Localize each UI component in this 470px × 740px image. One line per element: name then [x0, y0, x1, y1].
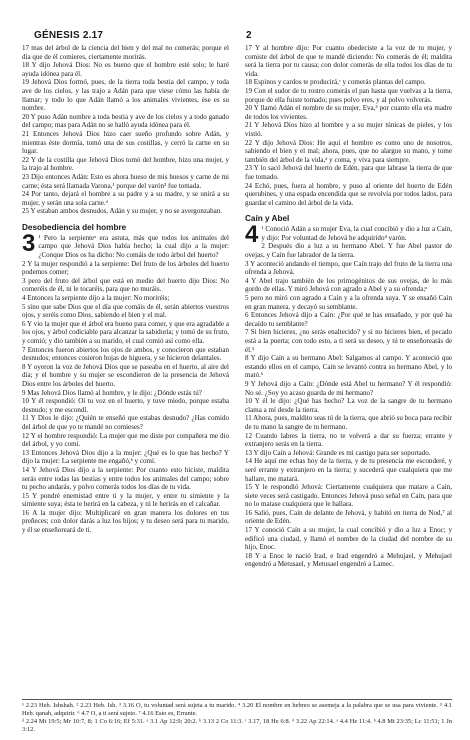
- verse-paragraph: 4 Y Abel trajo también de los primogénitos de sus ovejas, de lo más gordo de ellas. Y miró Jehová con agrado a Abel y a su ofrenda;ᵃ: [245, 276, 452, 294]
- verse-paragraph: 19 Jehová Dios formó, pues, de la tierra toda bestia del campo, y toda ave de los cielos, y las trajo a Adán para que viese cómo las había de llamar; y todo lo que Adán llamó a los animales vivientes, ése es su nombre.: [22, 78, 229, 113]
- verse-paragraph: ¹ Pero la serpienteᵃ era astuta, más que todos los animales del campo que Jehová Dios había hecho; la cual dijo a la mujer: ¿Conque Dios os ha dicho: No comáis de todo árbol del huerto?: [38, 233, 229, 260]
- chapter-4-block: [245, 225, 452, 569]
- verse-paragraph: 9 Y Jehová dijo a Caín: ¿Dónde está Abel tu hermano? Y él respondió: No sé. ¿Soy yo acaso guarda de mi hermano?: [245, 379, 452, 397]
- footnote-text-notes: ¹ 2.23 Heb. Ishshah. ² 2.23 Heb. Ish. ³ 3.16 O, tu voluntad será sujeta a tu marido. ⁴ 3.20 El nombre en hebreo se asemeja a la palabra que se usa para viviente. ⁵ 4.1 Heb. qanah, adquirir. ⁶ 4.7 O, a ti será sujeto. ⁷ 4.16 Esto es, Errante.: [22, 702, 452, 718]
- verse-paragraph: 13 Entonces Jehová Dios dijo a la mujer: ¿Qué es lo que has hecho? Y dijo la mujer: La serpiente me engañó,ᵇ y comí.: [22, 448, 229, 466]
- verse-paragraph: 24 Echó, pues, fuera al hombre, y puso al oriente del huerto de Edén querubines, y una espada encendida que se revolvía por todos lados, para guardar el camino del árbol de la vida.: [245, 181, 452, 207]
- chapter-3-verses: [22, 234, 229, 535]
- verse-paragraph: 6 Entonces Jehová dijo a Caín: ¿Por qué te has ensañado, y por qué ha decaído tu semblante?: [245, 311, 452, 328]
- verse-paragraph: 10 Y él le dijo: ¿Qué has hecho? La voz de la sangre de tu hermano clama a mí desde la tierra.: [245, 397, 452, 414]
- verse-paragraph: 12 Y el hombre respondió: La mujer que me diste por compañera me dio del árbol, y yo comí.: [22, 431, 229, 449]
- verse-paragraph: 22 Y de la costilla que Jehová Dios tomó del hombre, hizo una mujer, y la trajo al hombre.: [22, 155, 229, 173]
- verse-paragraph: 14 Y Jehová Dios dijo a la serpiente: Por cuanto esto hiciste, maldita serás entre todas las bestias y entre todos los animales del campo; sobre tu pecho andarás, y polvo comerás todos los días de tu vida.: [22, 465, 229, 492]
- verse-paragraph: 21 Y Jehová Dios hizo al hombre y a su mujer túnicas de pieles, y los vistió.: [245, 121, 452, 138]
- verse-paragraph: 8 Y oyeron la voz de Jehová Dios que se paseaba en el huerto, al aire del día; y el hombre y su mujer se escondieron de la presencia de Jehová Dios entre los árboles del huerto.: [22, 362, 229, 388]
- verse-paragraph: 17 Y al hombre dijo: Por cuanto obedeciste a la voz de tu mujer, y comiste del árbol de que te mandé diciendo: No comerás de él; maldita será la tierra por tu causa; con dolor comerás de ella todos los días de tu vida.: [245, 44, 452, 78]
- verse-paragraph: 15 Y le respondió Jehová: Ciertamente cualquiera que matare a Caín, siete veces será castigado. Entonces Jehová puso señal en Caín, para que no lo matase cualquiera que le hallara.: [245, 483, 452, 509]
- right-top-verses: [245, 44, 452, 207]
- verse-paragraph: 18 Espinos y cardos te producirá,ᶜ y comerás plantas del campo.: [245, 78, 426, 87]
- verse-paragraph: 10 Y él respondió: Oí tu voz en el huerto, y tuve miedo, porque estaba desnudo; y me escondí.: [22, 397, 229, 414]
- verse-paragraph: 9 Mas Jehová Dios llamó al hombre, y le dijo: ¿Dónde estás tú?: [22, 388, 202, 397]
- page-header: [12, 0, 458, 40]
- verse-paragraph: 5 sino que sabe Dios que el día que comáis de él, serán abiertos vuestros ojos, y seréis como Dios, sabiendo el bien y el mal.: [22, 302, 229, 320]
- running-head: GÉNESIS 2.17: [34, 30, 104, 41]
- verse-paragraph: 5 pero no miró con agrado a Caín y a la ofrenda suya. Y se ensañó Caín en gran manera, y decayó su semblante.: [245, 294, 452, 311]
- chapter-3-block: [22, 234, 229, 535]
- footnote-cross-references: ᵈ 2.24 Mt 19:5; Mr 10:7, 8; 1 Co 6:16; Ef 5:31. ᵃ 3.1 Ap 12:9; 20:2. ᵇ 3.13 2 Co 11:3. ᶜ 3.17, 18 He 6:8. ᵈ 3.22 Ap 22:14. ᵃ 4.4 He 11:4. ᵇ 4.8 Mt 23:35; Lc 11:51; 1 Jn 3:12.: [22, 718, 452, 734]
- verse-paragraph: 22 Y dijo Jehová Dios: He aquí el hombre es como uno de nosotros, sabiendo el bien y el mal; ahora, pues, que no alargue su mano, y tome también del árbol de la vida,ᵈ y coma, y viva para siempre.: [245, 138, 452, 164]
- chapter-4-verses: [245, 225, 452, 569]
- verse-paragraph: 16 Salió, pues, Caín de delante de Jehová, y habitó en tierra de Nod,⁷ al oriente de Edén.: [245, 508, 452, 526]
- verse-paragraph: 3 Y aconteció andando el tiempo, que Caín trajo del fruto de la tierra una ofrenda a Jehová.: [245, 259, 452, 277]
- verse-paragraph: 18 Y a Enoc le nació Irad, e Irad engendró a Mehujael, y Mehujael engendró a Metusael, y Metusael engendró a Lamec.: [245, 551, 452, 569]
- verse-paragraph: 16 A la mujer dijo: Multiplicaré en gran manera los dolores en tus preñeces; con dolor darás a luz los hijos; y tu deseo será para tu marido, y él se enseñoreará de ti.: [22, 508, 229, 535]
- verse-paragraph: ¹ Conoció Adán a su mujer Eva, la cual concibió y dio a luz a Caín, y dijo: Por voluntad de Jehová he adquirido⁴ varón.: [261, 225, 452, 242]
- verse-paragraph: 20 Y llamó Adán el nombre de su mujer, Eva,³ por cuanto ella era madre de todos los vivientes.: [245, 104, 452, 121]
- verse-paragraph: 11 Y Dios le dijo: ¿Quién te enseñó que estabas desnudo? ¿Has comido del árbol de que yo te mandé no comieses?: [22, 414, 229, 431]
- left-column: [22, 44, 229, 694]
- verse-paragraph: 11 Ahora, pues, maldito seas tú de la tierra, que abrió su boca para recibir de tu mano la sangre de tu hermano.: [245, 414, 452, 431]
- verse-paragraph: 14 He aquí me echas hoy de la tierra, y de tu presencia me esconderé, y seré errante y extranjero en la tierra; y sucederá que cualquiera que me hallare, me matará.: [245, 457, 452, 483]
- verse-paragraph: 24 Por tanto, dejará el hombre a su padre y a su madre, y se unirá a su mujer, y serán una sola carne.ᵈ: [22, 190, 229, 207]
- verse-paragraph: 2 Y la mujer respondió a la serpiente: Del fruto de los árboles del huerto podemos comer;: [22, 259, 229, 277]
- text-columns: [22, 44, 452, 694]
- right-column: [245, 44, 452, 694]
- verse-paragraph: 15 Y pondré enemistad entre ti y la mujer, y entre tu simiente y la simiente suya; ésta te herirá en la cabeza, y tú le herirás en el calcañar.: [22, 491, 229, 509]
- chapter-number-3: 3: [22, 233, 36, 257]
- section-heading-desobediencia: Desobediencia del hombre: [22, 222, 127, 232]
- page-number: 2: [246, 30, 252, 41]
- verse-paragraph: 25 Y estaban ambos desnudos, Adán y su mujer, y no se avergonzaban.: [22, 207, 223, 216]
- verse-paragraph: 2 Después dio a luz a su hermano Abel. Y fue Abel pastor de ovejas, y Caín fue labrador de la tierra.: [245, 242, 452, 260]
- verse-paragraph: 4 Entonces la serpiente dijo a la mujer: No moriréis;: [22, 294, 170, 303]
- chapter-number-4: 4: [245, 225, 259, 249]
- footnotes: [22, 699, 452, 734]
- verse-paragraph: 20 Y puso Adán nombre a toda bestia y ave de los cielos y a todo ganado del campo; mas para Adán no se halló ayuda idónea para él.: [22, 112, 229, 130]
- verse-paragraph: 23 Y lo sacó Jehová del huerto de Edén, para que labrase la tierra de que fue tomado.: [245, 164, 452, 181]
- verse-paragraph: 23 Dijo entonces Adán: Esto es ahora hueso de mis huesos y carne de mi carne; ésta será llamada Varona,¹ porque del varón² fue tomada.: [22, 172, 229, 190]
- left-top-verses: [22, 44, 229, 216]
- verse-paragraph: 7 Si bien hicieres, ¿no serás enaltecido? y si no hicieres bien, el pecado está a la puerta; con todo esto, a ti será su deseo, y tú te enseñorearás de él.⁵: [245, 328, 452, 354]
- verse-paragraph: 7 Entonces fueron abiertos los ojos de ambos, y conocieron que estaban desnudos; entonces cosieron hojas de higuera, y se hicieron delantales.: [22, 345, 229, 363]
- verse-paragraph: 19 Con el sudor de tu rostro comerás el pan hasta que vuelvas a la tierra, porque de ella fuiste tomado; pues polvo eres, y al polvo volverás.: [245, 86, 452, 104]
- verse-paragraph: 21 Entonces Jehová Dios hizo caer sueño profundo sobre Adán, y mientras éste dormía, tomó una de sus costillas, y cerró la carne en su lugar.: [22, 129, 229, 156]
- section-heading-cain-abel: Caín y Abel: [245, 214, 290, 224]
- verse-paragraph: 3 pero del fruto del árbol que está en medio del huerto dijo Dios: No comeréis de él, ni le tocaréis, para que no muráis.: [22, 276, 229, 294]
- verse-paragraph: 6 Y vio la mujer que el árbol era bueno para comer, y que era agradable a los ojos, y árbol codiciable para alcanzar la sabiduría; y tomó de su fruto, y comió; y dio también a su marido, el cual comió así como ella.: [22, 319, 229, 345]
- verse-paragraph: 12 Cuando labres la tierra, no te volverá a dar su fuerza; errante y extranjero serás en la tierra.: [245, 431, 452, 449]
- verse-paragraph: 13 Y dijo Caín a Jehová: Grande es mi castigo para ser soportado.: [245, 448, 431, 457]
- verse-paragraph: 8 Y dijo Caín a su hermano Abel: Salgamos al campo. Y aconteció que estando ellos en el campo, Caín se levantó contra su hermano Abel, y lo mató.ᵇ: [245, 354, 452, 380]
- verse-paragraph: 17 Y conoció Caín a su mujer, la cual concibió y dio a luz a Enoc; y edificó una ciudad, y llamó el nombre de la ciudad del nombre de su hijo, Enoc.: [245, 526, 452, 552]
- verse-paragraph: 18 Y dijo Jehová Dios: No es bueno que el hombre esté solo; le haré ayuda idónea para él.: [22, 61, 229, 78]
- verse-paragraph: 17 mas del árbol de la ciencia del bien y del mal no comerás; porque el día que de él comieres, ciertamente morirás.: [22, 44, 229, 61]
